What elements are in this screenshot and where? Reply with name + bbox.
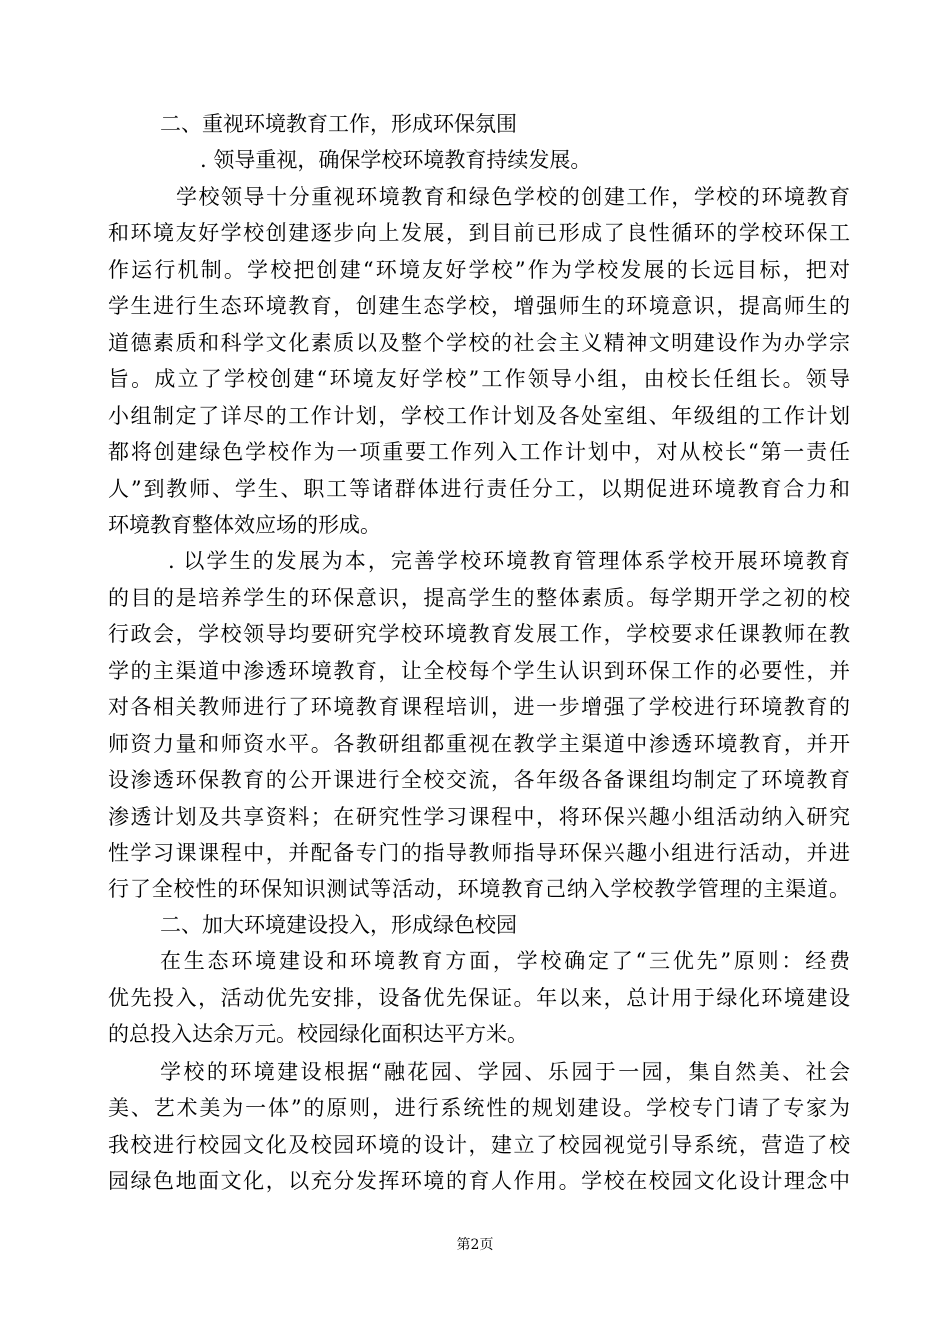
- paragraph-line: 道德素质和科学文化素质以及整个学校的社会主义精神文明建设作为办学宗: [108, 331, 850, 355]
- paragraph-line: 设渗透环保教育的公开课进行全校交流，各年级各备课组均制定了环境教育: [108, 768, 850, 792]
- paragraph-line: 行政会，学校领导均要研究学校环境教育发展工作，学校要求任课教师在教: [108, 622, 850, 646]
- paragraph-line: 人”到教师、学生、职工等诸群体进行责任分工，以期促进环境教育合力和: [108, 477, 850, 501]
- paragraph-line: 都将创建绿色学校作为一项重要工作列入工作计划中，对从校长“第一责任: [108, 440, 850, 464]
- paragraph-line: 环境教育整体效应场的形成。: [108, 513, 381, 537]
- paragraph-line: 性学习课课程中，并配备专门的指导教师指导环保兴趣小组进行活动，并进: [108, 841, 850, 865]
- paragraph-line: 渗透计划及共享资料；在研究性学习课程中，将环保兴趣小组活动纳入研究: [108, 805, 850, 829]
- paragraph-line: 我校进行校园文化及校园环境的设计，建立了校园视觉引导系统，营造了校: [108, 1133, 850, 1157]
- page-number: 第2页: [456, 1237, 494, 1253]
- paragraph-line: . 以学生的发展为本，完善学校环境教育管理体系学校开展环境教育: [168, 549, 850, 573]
- section-heading: 二、加大环境建设投入，形成绿色校园: [160, 913, 517, 937]
- section-heading: 二、重视环境教育工作，形成环保氛围: [160, 112, 517, 136]
- paragraph-line: 作运行机制。学校把创建“环境友好学校”作为学校发展的长远目标，把对: [108, 258, 850, 282]
- paragraph-line: 在生态环境建设和环境教育方面，学校确定了“三优先”原则：经费: [160, 949, 850, 973]
- subheading: . 领导重视，确保学校环境教育持续发展。: [200, 148, 592, 172]
- paragraph-line: 学的主渠道中渗透环境教育，让全校每个学生认识到环保工作的必要性，并: [108, 659, 850, 683]
- paragraph-line: 优先投入，活动优先安排，设备优先保证。年以来，总计用于绿化环境建设: [108, 986, 850, 1010]
- paragraph-line: 旨。成立了学校创建“环境友好学校”工作领导小组，由校长任组长。领导: [108, 367, 850, 391]
- paragraph-line: 园绿色地面文化，以充分发挥环境的育人作用。学校在校园文化设计理念中: [108, 1169, 850, 1193]
- paragraph-line: 对各相关教师进行了环境教育课程培训，进一步增强了学校进行环境教育的: [108, 695, 850, 719]
- paragraph-line: 美、艺术美为一体”的原则，进行系统性的规划建设。学校专门请了专家为: [108, 1096, 850, 1120]
- paragraph-line: 学校的环境建设根据“融花园、学园、乐园于一园，集自然美、社会: [160, 1060, 850, 1084]
- paragraph-line: 学校领导十分重视环境教育和绿色学校的创建工作，学校的环境教育: [176, 185, 850, 209]
- paragraph-line: 小组制定了详尽的工作计划，学校工作计划及各处室组、年级组的工作计划: [108, 404, 850, 428]
- paragraph-line: 师资力量和师资水平。各教研组都重视在教学主渠道中渗透环境教育，并开: [108, 732, 850, 756]
- paragraph-line: 行了全校性的环保知识测试等活动，环境教育己纳入学校教学管理的主渠道。: [108, 877, 850, 901]
- paragraph-line: 和环境友好学校创建逐步向上发展，到目前已形成了良性循环的学校环保工: [108, 221, 850, 245]
- paragraph-line: 的总投入达余万元。校园绿化面积达平方米。: [108, 1022, 528, 1046]
- paragraph-line: 学生进行生态环境教育，创建生态学校，增强师生的环境意识，提高师生的: [108, 294, 850, 318]
- paragraph-line: 的目的是培养学生的环保意识，提高学生的整体素质。每学期开学之初的校: [108, 586, 850, 610]
